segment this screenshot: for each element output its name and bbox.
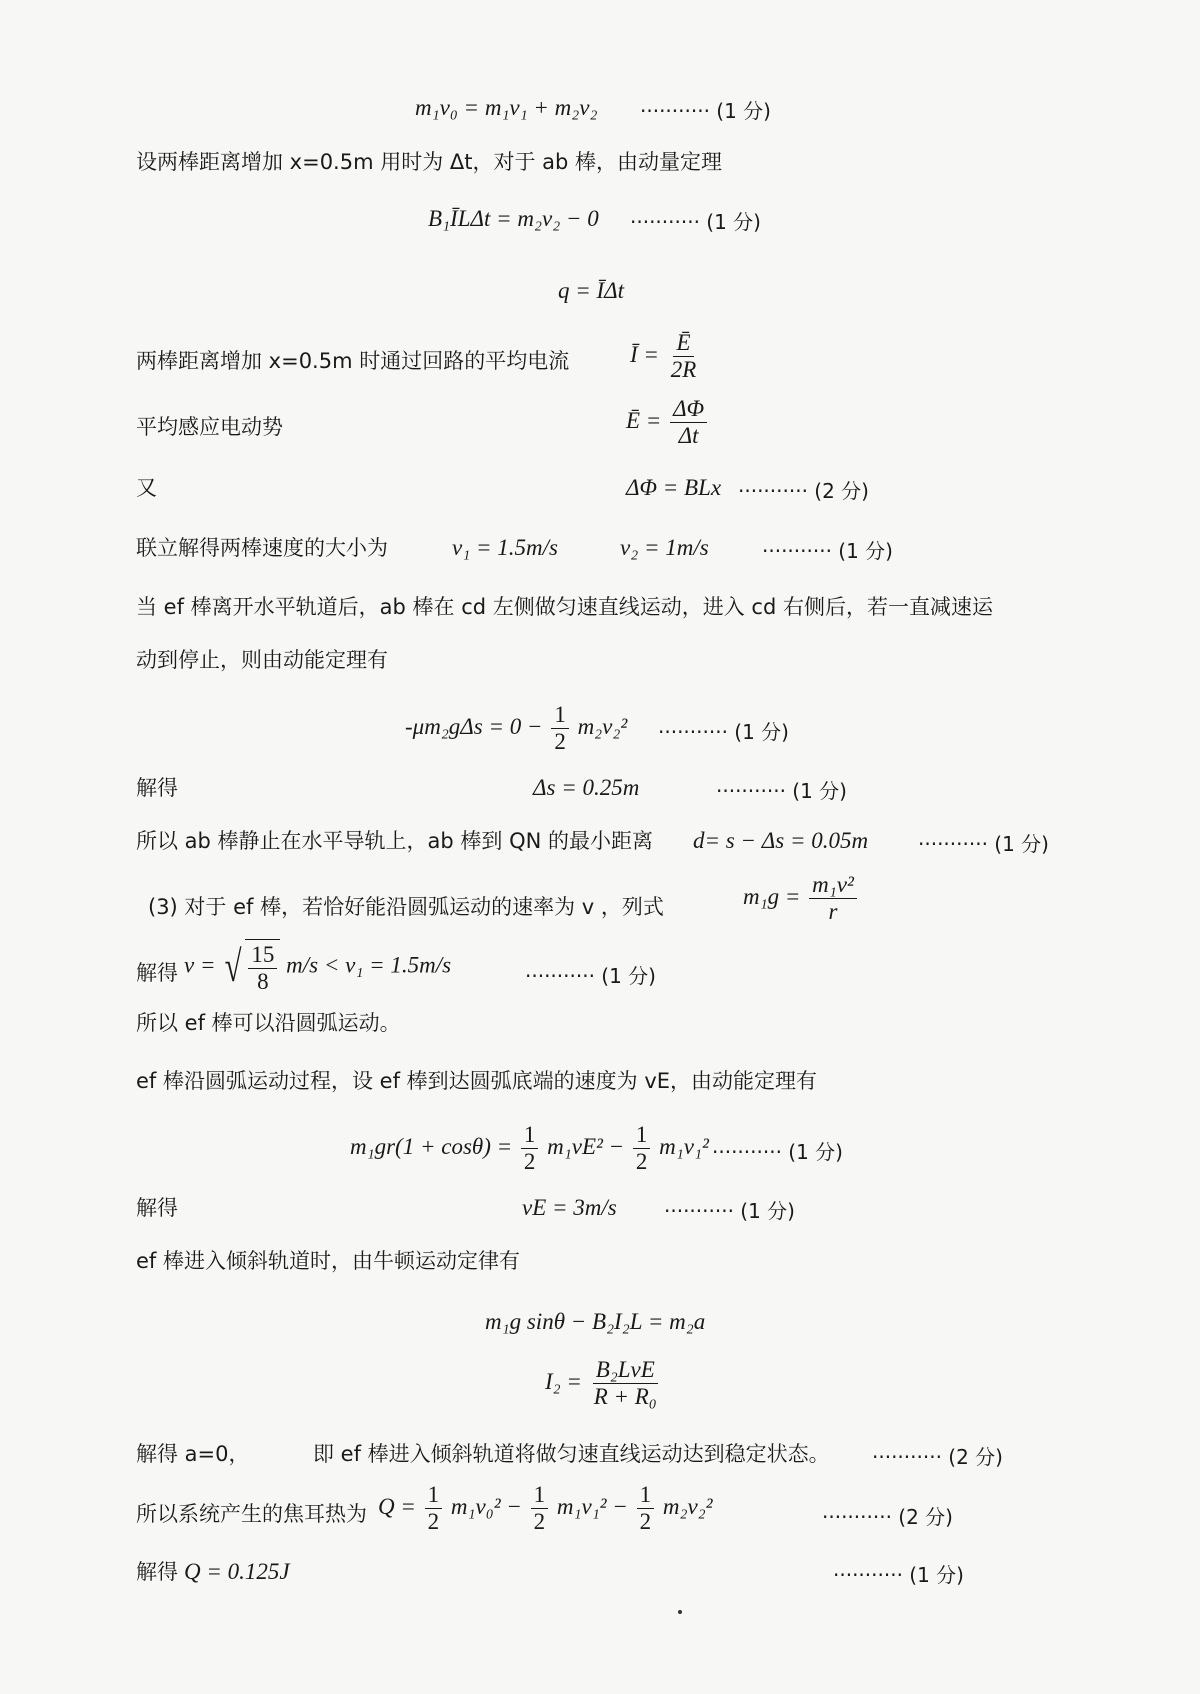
score-mark: ··········· (1 分) xyxy=(716,779,847,803)
fraction xyxy=(521,1122,539,1175)
score-mark: ··········· (1 分) xyxy=(640,99,771,123)
denominator: 2 xyxy=(635,1149,648,1174)
kinetic-energy-equation xyxy=(405,702,627,755)
fraction xyxy=(248,942,277,995)
text-line: 解得 xyxy=(136,1196,178,1220)
numerator: B₂LvE xyxy=(593,1357,658,1384)
text-line: 即 ef 棒进入倾斜轨道将做匀速直线运动达到稳定状态。 xyxy=(313,1442,830,1466)
text-line: 平均感应电动势 xyxy=(136,415,283,439)
equation-lhs: Ē = xyxy=(626,407,662,433)
numerator: 1 xyxy=(637,1482,655,1509)
equation-rhs: m₂v₂² xyxy=(577,713,628,739)
denominator: R + R₀ xyxy=(593,1384,657,1409)
text-line: 解得 xyxy=(136,961,178,985)
text-line: ef 棒进入倾斜轨道时，由牛顿运动定律有 xyxy=(136,1249,520,1273)
equation-rhs: m₂v₂² xyxy=(662,1493,713,1519)
equation-lhs: m₁gr(1 + cosθ) = xyxy=(350,1133,513,1159)
charge-equation: q = ĪΔt xyxy=(558,278,625,303)
min-distance-result: d= s − Δs = 0.05m xyxy=(693,828,869,853)
equation-term: m₁v₀² − xyxy=(450,1493,522,1519)
centripetal-equation xyxy=(743,872,860,925)
text-line: 解得 a=0， xyxy=(136,1442,250,1466)
v2-result: v₂ = 1m/s xyxy=(620,535,709,560)
equation-lhs: -μm₂gΔs = 0 − xyxy=(405,713,543,739)
ve-result: vE = 3m/s xyxy=(522,1195,617,1220)
equation-lhs: I₂ = xyxy=(545,1368,582,1394)
denominator: 2 xyxy=(427,1509,440,1534)
equation-lhs: m₁g = xyxy=(743,883,801,909)
equation-rhs: m₁v₁² xyxy=(659,1133,709,1159)
flux-equation: ΔΦ = BLx xyxy=(626,475,722,500)
impulse-equation: B₁ĪLΔt = m₂v₂ − 0 xyxy=(428,206,599,231)
text-line: 当 ef 棒离开水平轨道后，ab 棒在 cd 左侧做匀速直线运动，进入 cd 右侧后，若一直减速运 xyxy=(136,595,993,619)
numerator: 15 xyxy=(248,942,277,969)
text-line: 所以 ef 棒可以沿圆弧运动。 xyxy=(136,1011,401,1035)
score-mark: ··········· (1 分) xyxy=(664,1199,795,1223)
fraction xyxy=(425,1482,443,1535)
denominator: 2 xyxy=(639,1509,652,1534)
denominator: Δt xyxy=(678,423,699,448)
text-line: 设两棒距离增加 x=0.5m 用时为 Δt，对于 ab 棒，由动量定理 xyxy=(136,150,723,174)
fraction xyxy=(551,702,569,755)
denominator: 2R xyxy=(670,357,697,382)
numerator: 1 xyxy=(425,1482,443,1509)
score-mark: ··········· (1 分) xyxy=(658,720,789,744)
numerator: m₁v² xyxy=(809,872,857,899)
text-line: 联立解得两棒速度的大小为 xyxy=(136,536,388,560)
q-result: Q = 0.125J xyxy=(184,1559,290,1584)
score-mark: ··········· (1 分) xyxy=(762,539,893,563)
equation-lhs: Q = xyxy=(378,1493,416,1519)
score-mark: ··········· (1 分) xyxy=(525,964,656,988)
newton-second-law-equation: m₁g sinθ − B₂I₂L = m₂a xyxy=(485,1309,706,1334)
equation-term: m₁v₁² − xyxy=(556,1493,628,1519)
denominator: 2 xyxy=(533,1509,546,1534)
critical-speed-equation xyxy=(184,939,451,995)
text-line: 两棒距离增加 x=0.5m 时通过回路的平均电流 xyxy=(136,349,570,373)
text-line: 又 xyxy=(136,476,157,500)
text-line: 所以系统产生的焦耳热为 xyxy=(136,1502,367,1526)
equation-term: m₁vE² − xyxy=(547,1133,625,1159)
text-line: 解得 xyxy=(136,1560,178,1584)
text-line: 解得 xyxy=(136,776,178,800)
fraction xyxy=(531,1482,549,1535)
fraction xyxy=(670,396,707,449)
text-line: ef 棒沿圆弧运动过程，设 ef 棒到达圆弧底端的速度为 vE，由动能定理有 xyxy=(136,1069,818,1093)
fraction xyxy=(668,330,700,383)
induced-current-equation xyxy=(545,1357,663,1410)
fraction xyxy=(591,1357,660,1410)
denominator: 8 xyxy=(257,969,269,994)
score-mark: ··········· (1 分) xyxy=(630,210,761,234)
score-mark: ··········· (1 分) xyxy=(833,1563,964,1587)
radicand xyxy=(245,939,280,995)
fraction xyxy=(633,1122,651,1175)
equation-lhs: v = xyxy=(184,952,216,978)
denominator: r xyxy=(828,899,838,924)
score-mark: ··········· (1 分) xyxy=(918,832,1049,856)
numerator: 1 xyxy=(633,1122,651,1149)
numerator: 1 xyxy=(551,702,569,729)
score-mark: ··········· (1 分) xyxy=(712,1140,843,1164)
text-line: 所以 ab 棒静止在水平导轨上，ab 棒到 QN 的最小距离 xyxy=(136,829,654,853)
momentum-conservation-equation: m₁v₀ = m₁v₁ + m₂v₂ xyxy=(415,95,598,120)
denominator: 2 xyxy=(523,1149,536,1174)
score-mark: ··········· (2 分) xyxy=(738,479,869,503)
square-root xyxy=(221,939,280,995)
equation-lhs: Ī = xyxy=(630,341,659,367)
arc-energy-equation xyxy=(350,1122,709,1175)
numerator: 1 xyxy=(521,1122,539,1149)
numerator: ΔΦ xyxy=(670,396,707,423)
text-line: 动到停止，则由动能定理有 xyxy=(136,648,388,672)
fraction xyxy=(809,872,857,925)
delta-s-result: Δs = 0.25m xyxy=(533,775,640,800)
equation-rhs: m/s < v₁ = 1.5m/s xyxy=(286,952,452,978)
scan-speck xyxy=(678,1610,682,1614)
denominator: 2 xyxy=(554,729,566,754)
radical-sign: √ xyxy=(224,942,242,991)
v1-result: v₁ = 1.5m/s xyxy=(452,535,558,560)
numerator: 1 xyxy=(531,1482,549,1509)
average-emf-equation xyxy=(626,396,710,449)
score-mark: ··········· (2 分) xyxy=(822,1505,953,1529)
joule-heat-equation xyxy=(378,1482,713,1535)
text-line: (3) 对于 ef 棒，若恰好能沿圆弧运动的速率为 v ，列式 xyxy=(148,895,664,919)
score-mark: ··········· (2 分) xyxy=(872,1445,1003,1469)
fraction xyxy=(637,1482,655,1535)
numerator: Ē xyxy=(673,330,693,357)
average-current-equation xyxy=(630,330,702,383)
